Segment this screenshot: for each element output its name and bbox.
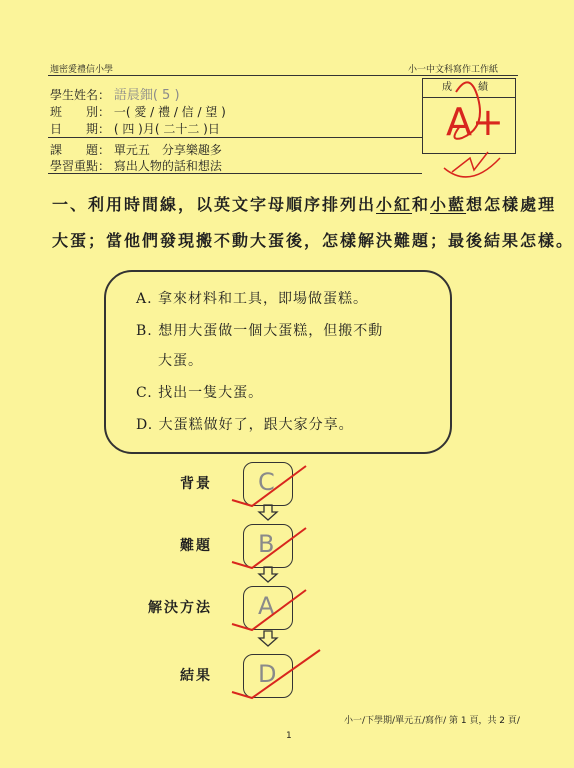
answer-result: D — [258, 660, 277, 688]
date-label: 日 期： — [50, 122, 111, 136]
class-label: 班 別： — [50, 105, 111, 119]
grade-flourish — [454, 82, 480, 138]
question-line-2: 大蛋；當他們發現搬不動大蛋後，怎樣解決難題；最後結果怎樣。 — [52, 231, 574, 250]
timeline-label-result: 結果 — [180, 668, 212, 684]
tick-problem — [232, 528, 306, 568]
class-value: 一( 愛 / 禮 / 信 / 望 ) — [113, 105, 226, 119]
page-number: 1 — [286, 731, 292, 741]
focus-value: 寫出人物的話和想法 — [113, 159, 222, 173]
answer-background: C — [258, 468, 275, 496]
answer-problem: B — [258, 530, 275, 558]
option-c: C. 找出一隻大蛋。 — [136, 385, 264, 401]
score-label: 成 績 — [423, 79, 515, 98]
option-b: B. 想用大蛋做一個大蛋糕，但搬不動 — [136, 323, 384, 339]
option-a: A. 拿來材料和工具，即場做蛋糕。 — [136, 291, 369, 307]
tick-background — [232, 466, 306, 506]
option-d: D. 大蛋糕做好了，跟大家分享。 — [136, 417, 354, 433]
footer-path: 小一/下學期/單元五/寫作/ 第 1 頁，共 2 頁/ — [344, 716, 520, 726]
focus-label: 學習重點： — [50, 159, 111, 173]
lesson-value: 單元五 分享樂趣多 — [113, 143, 222, 157]
answer-solution: A — [258, 592, 275, 620]
name-value: 語晨鈿( 5 ) — [113, 88, 180, 103]
option-b-continued: 大蛋。 — [158, 353, 203, 369]
date-value: ( 四 )月( 二十二 )日 — [113, 122, 220, 136]
tick-solution — [232, 590, 306, 630]
timeline-label-solution: 解決方法 — [148, 600, 212, 616]
school-name: 迦密愛禮信小學 — [50, 65, 114, 75]
question-line-1: 一、利用時間線，以英文字母順序排列出小紅和小藍想怎樣處理 — [52, 195, 557, 214]
character-xiaohong: 小紅 — [376, 195, 413, 214]
tick-result — [232, 650, 320, 698]
signature-mark — [444, 158, 500, 177]
name-label: 學生姓名： — [50, 88, 111, 102]
timeline-label-problem: 難題 — [180, 538, 212, 554]
character-xiaolan: 小藍 — [430, 195, 467, 214]
score-grade: A+ — [446, 100, 504, 144]
date-mark — [452, 152, 488, 172]
timeline-label-background: 背景 — [180, 476, 212, 492]
worksheet-title: 小一中文科寫作工作紙 — [408, 65, 499, 75]
lesson-label: 課 題： — [50, 143, 111, 157]
